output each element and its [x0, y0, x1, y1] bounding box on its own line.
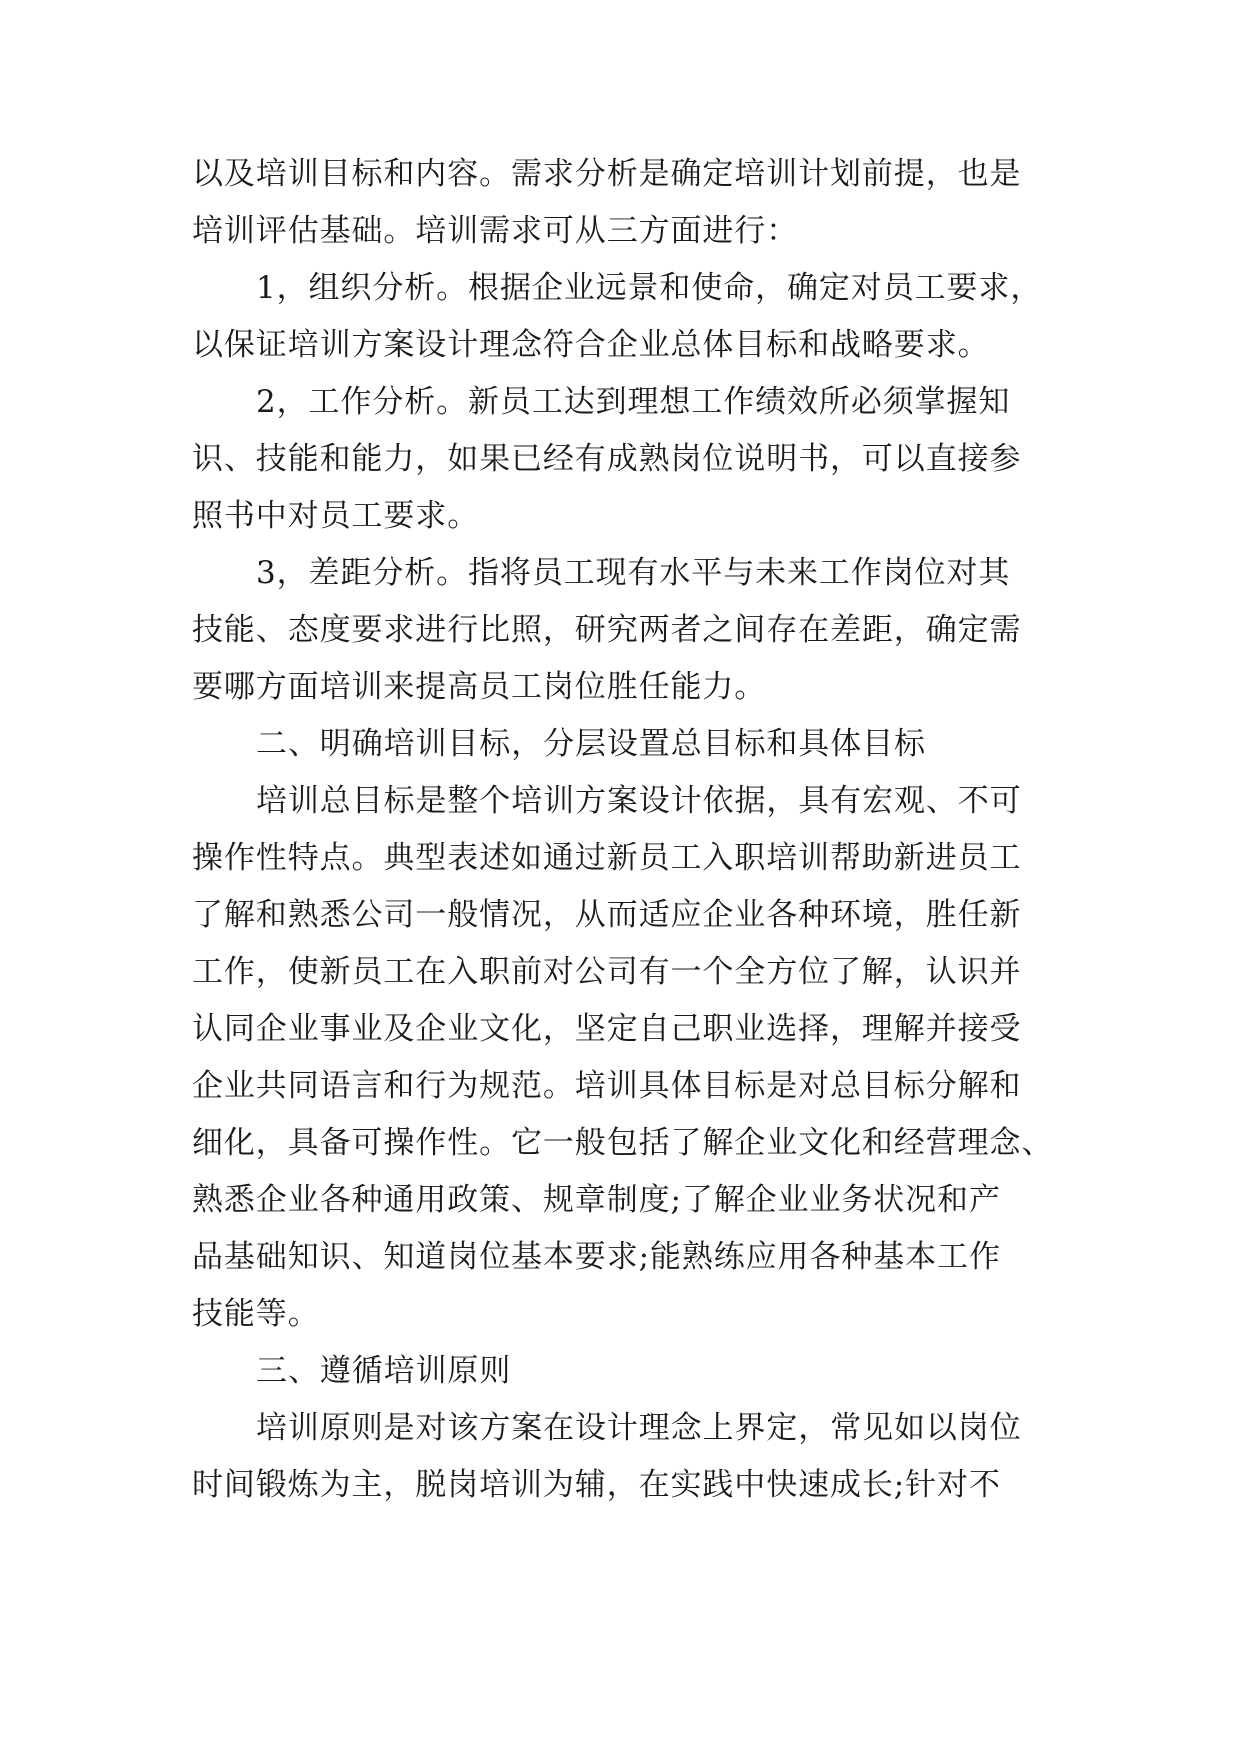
text-line: 熟悉企业各种通用政策、规章制度;了解企业业务状况和产 [192, 1182, 1001, 1218]
text-line: 照书中对员工要求。 [192, 498, 480, 534]
section-heading: 二、明确培训目标，分层设置总目标和具体目标 [256, 726, 926, 762]
text-line: 以及培训目标和内容。需求分析是确定培训计划前提，也是 [192, 156, 1022, 192]
text-line: 技能等。 [192, 1296, 320, 1332]
text-line: 培训总目标是整个培训方案设计依据，具有宏观、不可 [256, 783, 1022, 819]
text-line: 工作，使新员工在入职前对公司有一个全方位了解，认识并 [192, 954, 1022, 990]
section-heading: 三、遵循培训原则 [256, 1353, 512, 1389]
text-line: 识、技能和能力，如果已经有成熟岗位说明书，可以直接参 [192, 441, 1022, 477]
text-line: 了解和熟悉公司一般情况，从而适应企业各种环境，胜任新 [192, 897, 1022, 933]
text-line: 时间锻炼为主，脱岗培训为辅，在实践中快速成长;针对不 [192, 1467, 1001, 1503]
text-line: 要哪方面培训来提高员工岗位胜任能力。 [192, 669, 767, 705]
text-line: 技能、态度要求进行比照，研究两者之间存在差距，确定需 [192, 612, 1022, 648]
text-line: 1，组织分析。根据企业远景和使命，确定对员工要求， [256, 270, 1043, 306]
text-line: 认同企业事业及企业文化，坚定自己职业选择，理解并接受 [192, 1011, 1022, 1047]
text-line: 操作性特点。典型表述如通过新员工入职培训帮助新进员工 [192, 840, 1022, 876]
text-line: 以保证培训方案设计理念符合企业总体目标和战略要求。 [192, 327, 990, 363]
text-line: 培训原则是对该方案在设计理念上界定，常见如以岗位 [256, 1410, 1022, 1446]
text-line: 3，差距分析。指将员工现有水平与未来工作岗位对其 [256, 555, 1011, 591]
text-line: 品基础知识、知道岗位基本要求;能熟练应用各种基本工作 [192, 1239, 1001, 1275]
text-line: 2，工作分析。新员工达到理想工作绩效所必须掌握知 [256, 384, 1011, 420]
text-line: 企业共同语言和行为规范。培训具体目标是对总目标分解和 [192, 1068, 1022, 1104]
text-line: 培训评估基础。培训需求可从三方面进行： [192, 213, 799, 249]
text-line: 细化，具备可操作性。它一般包括了解企业文化和经营理念、 [192, 1125, 1054, 1161]
